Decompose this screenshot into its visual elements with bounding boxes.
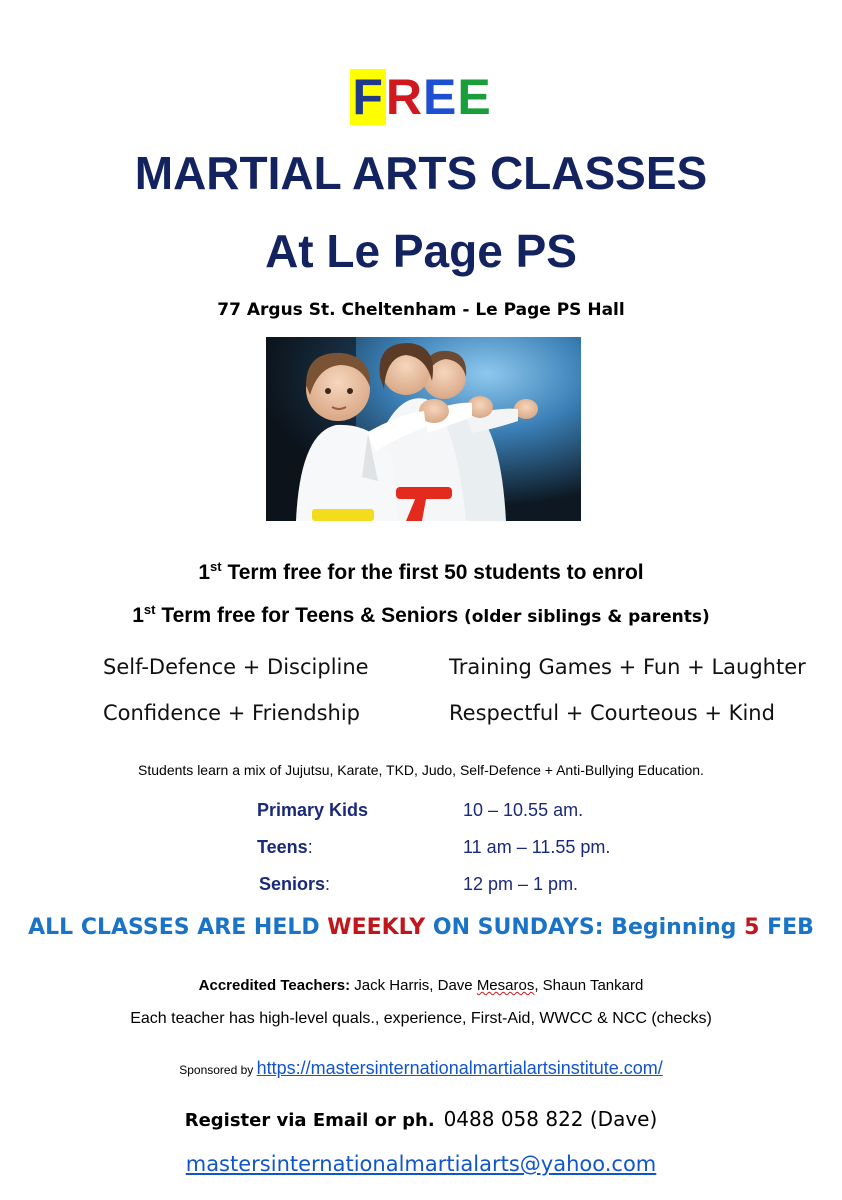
kids-martial-arts-photo: [266, 337, 581, 521]
schedule-group-label: Primary Kids: [257, 800, 369, 820]
free-letter-r: R: [385, 69, 423, 125]
register-label: Register via Email or ph.: [184, 1110, 435, 1131]
free-letter-e1: E: [422, 69, 458, 125]
teachers-label: Accredited Teachers:: [198, 977, 351, 994]
register-email-link[interactable]: mastersinternationalmartialarts@yahoo.com: [185, 1152, 657, 1176]
weekly-schedule-banner: [0, 913, 842, 943]
weekly-text: FEB: [759, 915, 814, 940]
teacher-qualifications: Each teacher has high-level quals., experience, First-Aid, WWCC & NCC (checks): [130, 1010, 712, 1027]
schedule-time-teens: 11 am – 11.55 pm.: [463, 837, 611, 857]
schedule-colon: :: [307, 837, 313, 857]
schedule-time-seniors: 12 pm – 1 pm.: [463, 874, 579, 894]
weekly-highlight: WEEKLY: [327, 915, 426, 940]
weekly-text: ON SUNDAYS: Beginning: [425, 915, 745, 940]
start-day-highlight: 5: [744, 915, 760, 940]
register-line: [0, 1105, 842, 1136]
page-subtitle: At Le Page PS: [265, 225, 577, 277]
value-left-2: Confidence + Friendship: [103, 701, 361, 725]
schedule-group-label: Teens: [257, 837, 308, 857]
accredited-teachers: [0, 975, 842, 997]
offer-note: (older siblings & parents): [463, 607, 710, 627]
schedule-group-teens: [257, 835, 313, 859]
offer-first-50-students: [0, 553, 842, 587]
register-phone: 0488 058 822 (Dave): [443, 1107, 658, 1131]
value-right-1: Training Games + Fun + Laughter: [449, 655, 806, 679]
offer-ordinal: 1: [132, 604, 144, 627]
page-title: MARTIAL ARTS CLASSES: [134, 147, 708, 199]
value-right-2: Respectful + Courteous + Kind: [449, 701, 775, 725]
schedule-group-primary: [257, 798, 368, 822]
schedule-time-primary: 10 – 10.55 am.: [463, 800, 584, 820]
teacher-names: , Shaun Tankard: [534, 977, 644, 994]
value-left-1: Self-Defence + Discipline: [103, 655, 369, 679]
offer-ordinal-suffix: st: [143, 602, 156, 617]
offer-ordinal-suffix: st: [210, 559, 222, 574]
offer-text: Term free for Teens & Seniors: [155, 604, 464, 627]
venue-address: 77 Argus St. Cheltenham - Le Page PS Hall: [217, 300, 625, 320]
schedule-group-label: Seniors: [259, 874, 326, 894]
offer-ordinal: 1: [198, 561, 211, 584]
schedule-group-seniors: [259, 872, 330, 896]
free-letter-e2: E: [457, 69, 492, 125]
free-letter-f: F: [352, 69, 384, 125]
schedule-colon: :: [325, 874, 331, 894]
curriculum-summary: Students learn a mix of Jujutsu, Karate, TKD, Judo, Self-Defence + Anti-Bullying Education.: [138, 762, 704, 778]
teacher-name-flagged: Mesaros: [476, 977, 535, 994]
free-heading: [0, 68, 842, 126]
offer-text: Term free for the first 50 students to enrol: [221, 561, 644, 584]
sponsor-link[interactable]: https://mastersinternationalmartialartsinstitute.com/: [256, 1058, 663, 1078]
sponsor-line: [0, 1055, 842, 1083]
offer-teens-seniors: [0, 596, 842, 631]
weekly-text: ALL CLASSES ARE HELD: [28, 915, 328, 940]
sponsor-label: Sponsored by: [179, 1063, 257, 1077]
teacher-names: Jack Harris, Dave: [350, 977, 477, 994]
